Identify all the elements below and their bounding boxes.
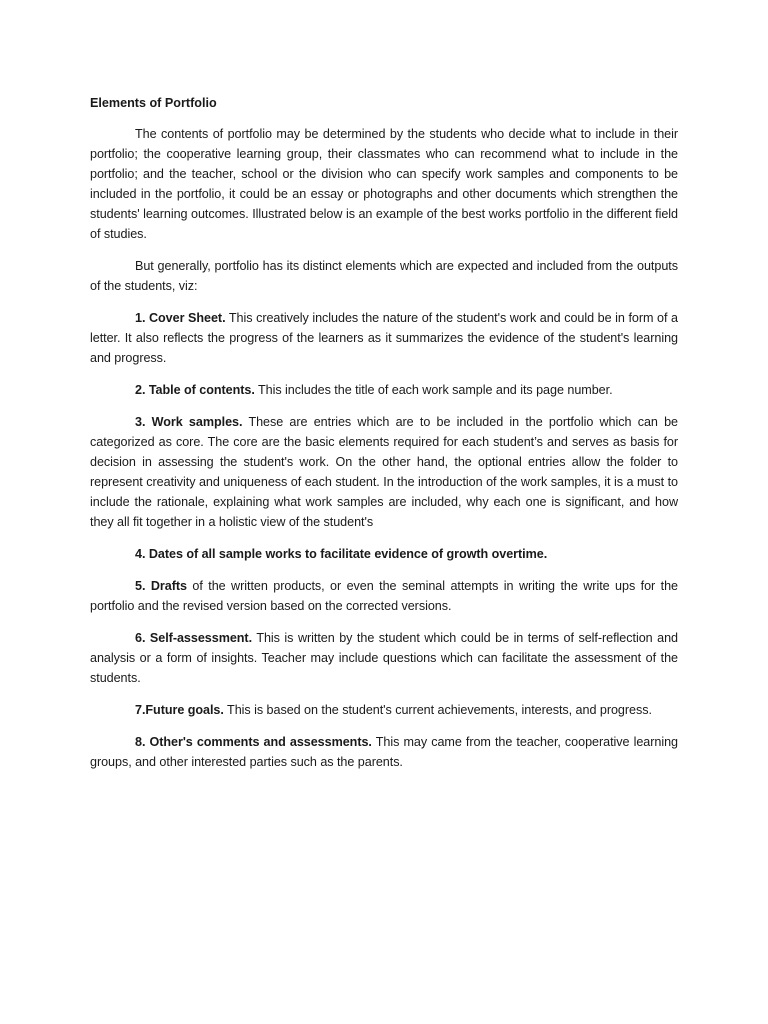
document-body xyxy=(90,93,678,784)
element-text: This creatively includes the nature of the student's work and could be in form of a letter. It also reflects the progress of the learners as it summarizes the evidence of the student's learning and progress. xyxy=(90,311,678,365)
element-heading: 4. Dates of all sample works to facilitate evidence of growth overtime. xyxy=(135,547,548,561)
element-heading: 5. Drafts xyxy=(135,579,187,593)
element-heading: 6. Self-assessment. xyxy=(135,631,253,645)
intro-paragraph: The contents of portfolio may be determined by the students who decide what to include in their portfolio; the cooperative learning group, their classmates who can recommend what to include in the portfolio; and the teacher, school or the division who can specify work samples and components to be included in the portfolio, it could be an essay or photographs and other documents which strengthen the students' learning outcomes. Illustrated below is an example of the best works portfolio in the different field of studies. xyxy=(90,127,678,241)
element-text: This may came from the teacher, cooperative learning groups, and other interested parties such as the parents. xyxy=(90,735,679,769)
element-comments-assessments xyxy=(90,732,678,772)
element-self-assessment xyxy=(90,628,678,688)
element-text: These are entries which are to be included in the portfolio which can be categorized as core. The core are the basic elements required for each student’s and serves as basis for decision in assessing the student's work. On the other hand, the optional entries allow the folder to represent creativity and uniqueness of each student. In the introduction of the work samples, it is a must to include the rationale, explaining what work samples are included, why each one is significant, and how they all fit together in a holistic view of the student's xyxy=(90,415,678,529)
element-future-goals xyxy=(90,700,678,720)
element-work-samples xyxy=(90,412,678,532)
element-heading: 8. Other's comments and assessments. xyxy=(135,735,372,749)
element-table-of-contents xyxy=(90,380,678,400)
element-heading: 7.Future goals. xyxy=(135,703,224,717)
document-title: Elements of Portfolio xyxy=(90,96,217,110)
element-heading: 2. Table of contents. xyxy=(135,383,255,397)
element-text: This is based on the student's current achievements, interests, and progress. xyxy=(223,703,652,717)
element-heading: 1. Cover Sheet. xyxy=(135,311,226,325)
element-text: of the written products, or even the seminal attempts in writing the write ups for the portfolio and the revised version based on the corrected versions. xyxy=(90,579,678,613)
element-heading: 3. Work samples. xyxy=(135,415,243,429)
element-drafts xyxy=(90,576,678,616)
intro-paragraph: But generally, portfolio has its distinct elements which are expected and included from the outputs of the students, viz: xyxy=(90,259,678,293)
element-text: This is written by the student which could be in terms of self-reflection and analysis or a form of insights. Teacher may include questions which can facilitate the assessment of the students. xyxy=(90,631,678,685)
element-text: This includes the title of each work sample and its page number. xyxy=(254,383,613,397)
element-cover-sheet xyxy=(90,308,678,368)
element-dates xyxy=(90,544,678,564)
